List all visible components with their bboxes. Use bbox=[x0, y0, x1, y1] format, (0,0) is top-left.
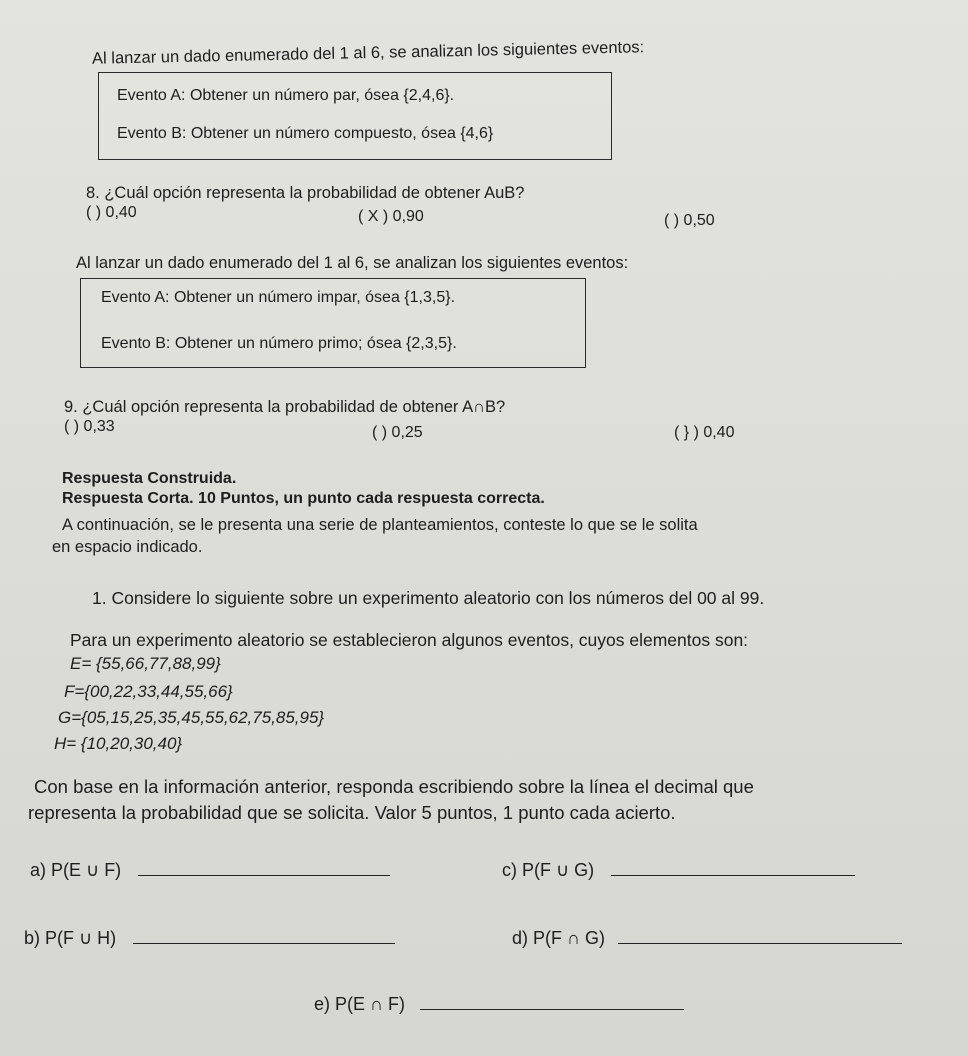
question-9: 9. ¿Cuál opción representa la probabilidad de obtener A∩B? bbox=[64, 398, 506, 416]
question-8: 8. ¿Cuál opción representa la probabilidad de obtener AuB? bbox=[86, 184, 525, 202]
item-a bbox=[30, 860, 390, 881]
item-b bbox=[24, 928, 395, 949]
section2-intro: Al lanzar un dado enumerado del 1 al 6, se analizan los siguientes eventos: bbox=[76, 254, 629, 272]
item-d bbox=[512, 928, 902, 949]
heading-constructed-response: Respuesta Construida. bbox=[62, 470, 237, 487]
problem-1-instruction-line2: representa la probabilidad que se solicita. Valor 5 puntos, 1 punto cada acierto. bbox=[28, 802, 676, 823]
item-b-label: b) P(F ∪ H) bbox=[24, 928, 117, 948]
question-8-option-a[interactable]: ( ) 0,40 bbox=[86, 204, 137, 221]
heading-short-response: Respuesta Corta. 10 Puntos, un punto cada respuesta correcta. bbox=[62, 490, 545, 507]
section1-event-b: Evento B: Obtener un número compuesto, ósea {4,6} bbox=[117, 125, 494, 142]
item-c-answer-line[interactable] bbox=[611, 874, 855, 876]
item-e-label: e) P(E ∩ F) bbox=[314, 994, 405, 1014]
constructed-instruction-line2: en espacio indicado. bbox=[52, 538, 203, 556]
set-e: E= {55,66,77,88,99} bbox=[70, 654, 221, 673]
question-8-option-c[interactable]: ( ) 0,50 bbox=[664, 212, 715, 229]
constructed-instruction-line1: A continuación, se le presenta una serie de planteamientos, conteste lo que se le solita bbox=[62, 516, 698, 534]
item-e-answer-line[interactable] bbox=[420, 1008, 684, 1010]
problem-1-instruction-line1: Con base en la información anterior, responda escribiendo sobre la línea el decimal que bbox=[34, 776, 754, 797]
question-9-option-c[interactable]: ( } ) 0,40 bbox=[674, 424, 735, 441]
item-c bbox=[502, 860, 855, 881]
problem-1-statement: 1. Considere lo siguiente sobre un experimento aleatorio con los números del 00 al 99. bbox=[92, 588, 765, 608]
item-c-label: c) P(F ∪ G) bbox=[502, 860, 595, 880]
section2-events-box bbox=[80, 278, 586, 368]
item-d-label: d) P(F ∩ G) bbox=[512, 928, 605, 948]
item-a-answer-line[interactable] bbox=[138, 874, 390, 876]
set-g: G={05,15,25,35,45,55,62,75,85,95} bbox=[58, 708, 325, 727]
item-b-answer-line[interactable] bbox=[133, 942, 395, 944]
section2-event-b: Evento B: Obtener un número primo; ósea {2,3,5}. bbox=[101, 335, 457, 352]
question-8-option-b[interactable]: ( X ) 0,90 bbox=[358, 208, 424, 225]
item-a-label: a) P(E ∪ F) bbox=[30, 860, 122, 880]
item-d-answer-line[interactable] bbox=[618, 942, 902, 944]
section2-event-a: Evento A: Obtener un número impar, ósea {1,3,5}. bbox=[101, 289, 456, 306]
set-h: H= {10,20,30,40} bbox=[54, 734, 183, 753]
item-e bbox=[314, 994, 684, 1015]
section1-event-a: Evento A: Obtener un número par, ósea {2,4,6}. bbox=[117, 87, 455, 104]
problem-1-setup: Para un experimento aleatorio se establecieron algunos eventos, cuyos elementos son: bbox=[70, 630, 749, 650]
set-f: F={00,22,33,44,55,66} bbox=[64, 682, 233, 701]
question-9-option-a[interactable]: ( ) 0,33 bbox=[64, 418, 115, 435]
section1-intro: Al lanzar un dado enumerado del 1 al 6, se analizan los siguientes eventos: bbox=[91, 38, 645, 68]
section1-events-box bbox=[98, 72, 612, 160]
question-9-option-b[interactable]: ( ) 0,25 bbox=[372, 424, 423, 441]
